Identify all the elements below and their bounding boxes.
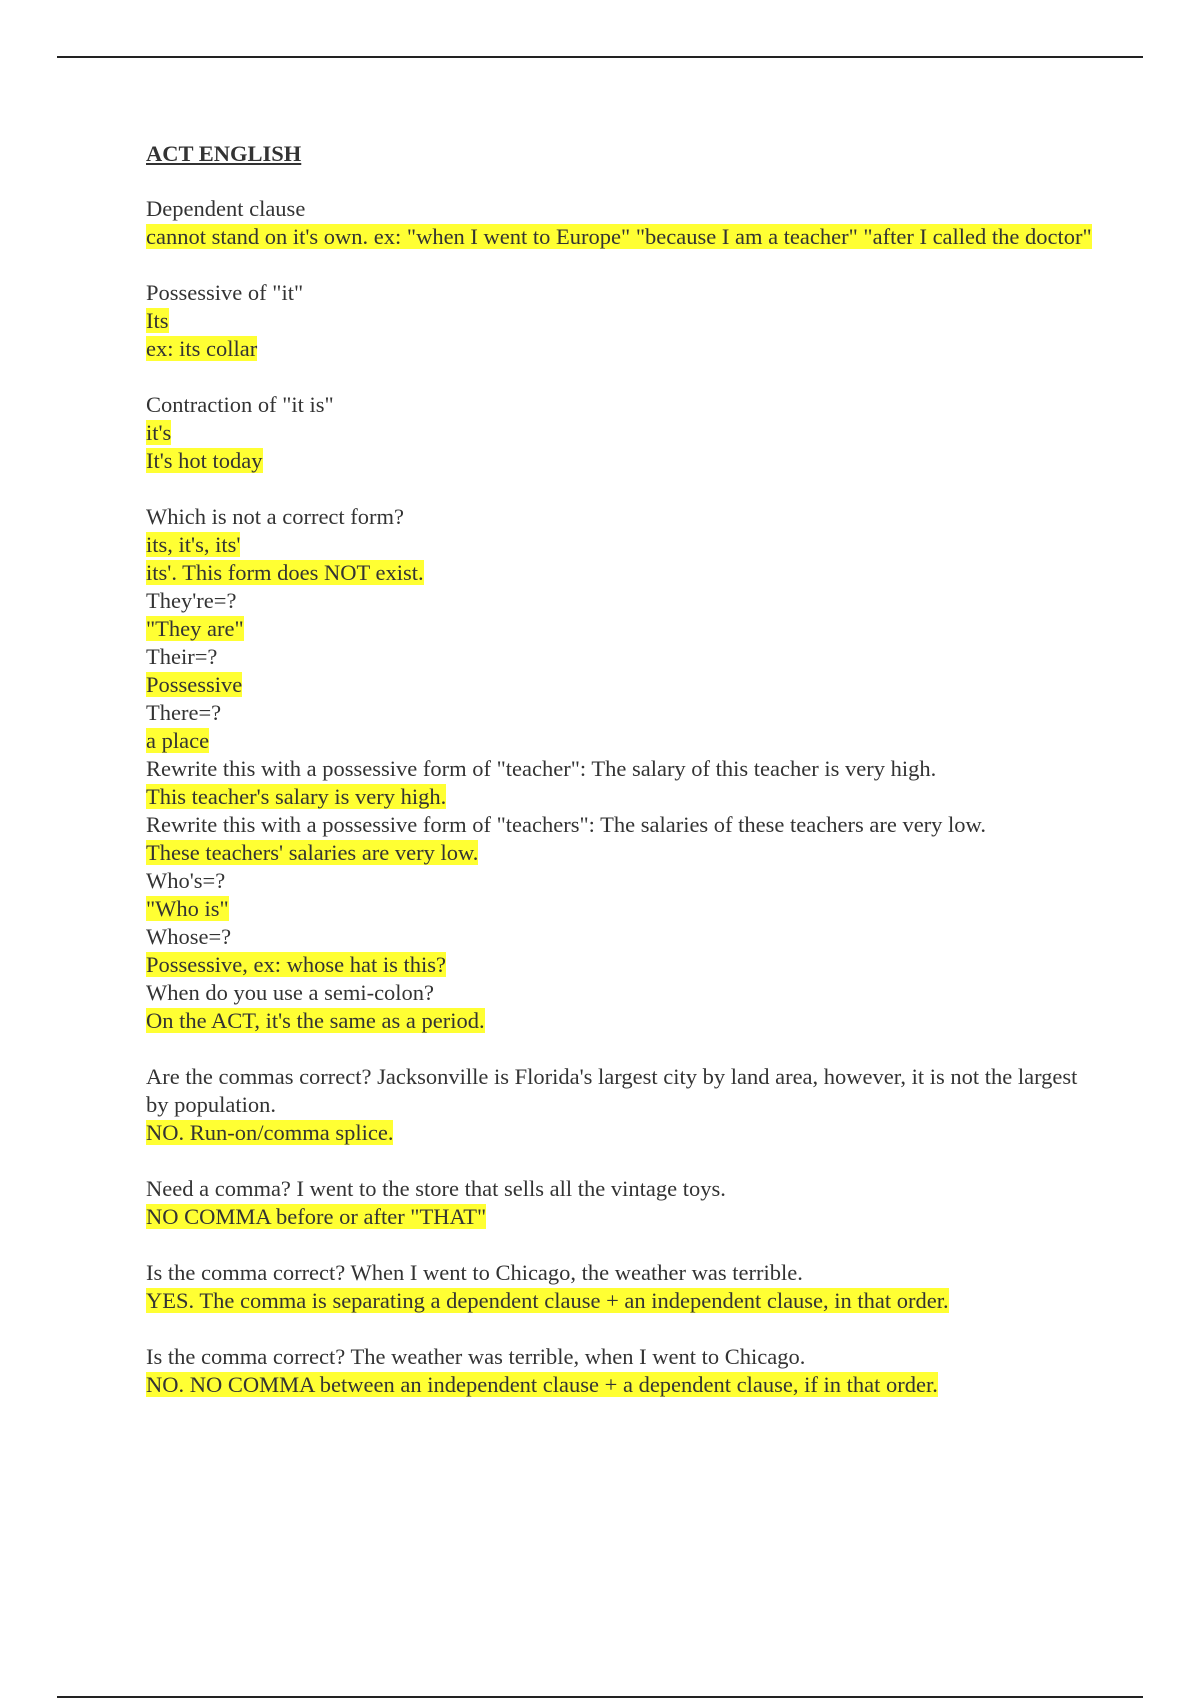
answer-possessive-it (146, 307, 1096, 335)
answer-commas-jacksonville (146, 1119, 1096, 1147)
answer-text: YES. The comma is separating a dependent clause + an independent clause, in that order. (146, 1288, 949, 1313)
answer-theyre (146, 615, 1096, 643)
spacer (146, 363, 1096, 391)
question-correct-form: Which is not a correct form? (146, 504, 405, 529)
answer-text: On the ACT, it's the same as a period. (146, 1008, 485, 1033)
question-comma-chicago-2: Is the comma correct? The weather was terrible, when I went to Chicago. (146, 1344, 806, 1369)
question-teachers-possessive: Rewrite this with a possessive form of "teachers": The salaries of these teachers are very low. (146, 812, 986, 837)
question-semicolon: When do you use a semi-colon? (146, 980, 435, 1005)
spacer (146, 1147, 1096, 1175)
answer-their (146, 671, 1096, 699)
question-comma-chicago-1: Is the comma correct? When I went to Chicago, the weather was terrible. (146, 1260, 803, 1285)
answer-text: it's (146, 420, 172, 445)
top-rule (57, 56, 1143, 58)
answer-there (146, 727, 1096, 755)
answer-text: "They are" (146, 616, 244, 641)
spacer (146, 251, 1096, 279)
answer-text: its'. This form does NOT exist. (146, 560, 424, 585)
question-comma-that: Need a comma? I went to the store that sells all the vintage toys. (146, 1176, 726, 1201)
question-teacher-possessive: Rewrite this with a possessive form of "teacher": The salary of this teacher is very high. (146, 756, 937, 781)
answer-semicolon (146, 1007, 1096, 1035)
question-there: There=? (146, 700, 222, 725)
question-dependent-clause: Dependent clause (146, 196, 306, 221)
answer-text: Its (146, 308, 169, 333)
answer-text: Possessive, ex: whose hat is this? (146, 952, 446, 977)
example-possessive-it (146, 335, 1096, 363)
question-possessive-it: Possessive of "it" (146, 280, 304, 305)
question-whose: Whose=? (146, 924, 232, 949)
spacer (146, 1231, 1096, 1259)
document-title: ACT ENGLISH (146, 141, 302, 166)
question-their: Their=? (146, 644, 218, 669)
answer-forms-explanation (146, 559, 1096, 587)
question-theyre: They're=? (146, 588, 237, 613)
answer-text: Possessive (146, 672, 243, 697)
answer-text: NO COMMA before or after "THAT" (146, 1204, 487, 1229)
answer-comma-chicago-2 (146, 1371, 1096, 1399)
answer-teachers-possessive (146, 839, 1096, 867)
answer-text: ex: its collar (146, 336, 258, 361)
spacer (146, 1315, 1096, 1343)
answer-text: NO. Run-on/comma splice. (146, 1120, 394, 1145)
question-whos: Who's=? (146, 868, 226, 893)
answer-forms (146, 531, 1096, 559)
answer-text: This teacher's salary is very high. (146, 784, 447, 809)
answer-contraction (146, 419, 1096, 447)
answer-text: its, it's, its' (146, 532, 241, 557)
question-contraction-it-is: Contraction of "it is" (146, 392, 334, 417)
answer-text: NO. NO COMMA between an independent clause + a dependent clause, if in that order. (146, 1372, 938, 1397)
document-body (146, 140, 1096, 1399)
answer-text: It's hot today (146, 448, 263, 473)
answer-comma-chicago-1 (146, 1287, 1096, 1315)
answer-whos (146, 895, 1096, 923)
answer-dependent-clause (146, 223, 1096, 251)
example-contraction (146, 447, 1096, 475)
answer-text: "Who is" (146, 896, 229, 921)
answer-whose (146, 951, 1096, 979)
answer-comma-that (146, 1203, 1096, 1231)
answer-text: cannot stand on it's own. ex: "when I went to Europe" "because I am a teacher" "after I called the doctor" (146, 224, 1092, 249)
bottom-rule (57, 1696, 1143, 1698)
answer-text: a place (146, 728, 210, 753)
spacer (146, 1035, 1096, 1063)
answer-text: These teachers' salaries are very low. (146, 840, 479, 865)
spacer (146, 475, 1096, 503)
answer-teacher-possessive (146, 783, 1096, 811)
question-commas-jacksonville: Are the commas correct? Jacksonville is Florida's largest city by land area, however, it is not the largest by population. (146, 1064, 1078, 1117)
